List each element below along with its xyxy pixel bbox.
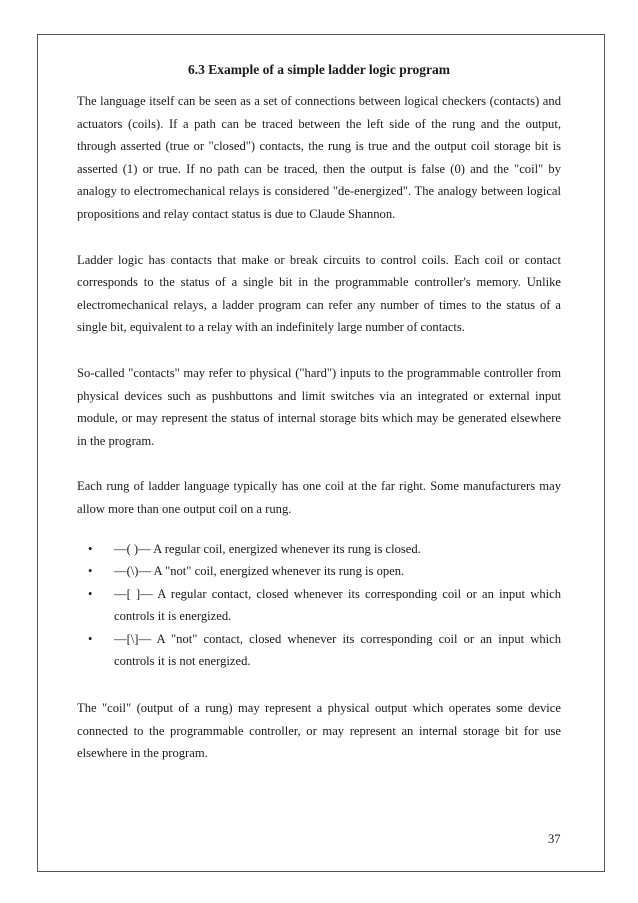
bullet-item [77,628,561,673]
page-number: 37 [548,832,561,846]
paragraph: The language itself can be seen as a set of connections between logical checkers (contacts) and actuators (coils). If a path can be traced between the left side of the rung and the output, through asserted (true or "closed") contacts, the rung is true and the output coil storage bit is asserted (1) or true. If no path can be traced, then the output is false (0) and the "coil" by analogy to electromechanical relays is considered "de-energized". The analogy between logical propositions and relay contact status is due to Claude Shannon. [77,94,561,221]
bullet-text: —[ ]— A regular contact, closed whenever its corresponding coil or an input which controls it is energized. [114,586,561,624]
paragraph: The "coil" (output of a rung) may represent a physical output which operates some device connected to the programmable controller, or may represent an internal storage bit for use elsewhere in the program. [77,701,561,761]
section-title: 6.3 Example of a simple ladder logic program [188,62,450,77]
bullet-list [77,538,561,674]
page-content [77,60,561,788]
bullet-dot-icon: • [88,564,93,579]
bullet-item [77,560,561,583]
bullet-item [77,583,561,628]
bullet-text: —[\]— A "not" contact, closed whenever its corresponding coil or an input which controls it is not energized. [114,631,561,669]
paragraph: So-called "contacts" may refer to physical ("hard") inputs to the programmable controller from physical devices such as pushbuttons and limit switches via an integrated or external input module, or may represent the status of internal storage bits which may be generated elsewhere in the program. [77,365,561,448]
bullet-dot-icon: • [88,541,93,556]
bullet-dot-icon: • [88,586,93,601]
bullet-dot-icon: • [88,631,93,646]
bullet-text: —( )— A regular coil, energized whenever its rung is closed. [114,541,421,556]
paragraph: Each rung of ladder language typically has one coil at the far right. Some manufacturers may allow more than one output coil on a rung. [77,479,561,516]
bullet-item [77,538,561,561]
paragraph: Ladder logic has contacts that make or break circuits to control coils. Each coil or contact corresponds to the status of a single bit in the programmable controller's memory. Unlike electromechanical relays, a ladder program can refer any number of times to the status of a single bit, equivalent to a relay with an indefinitely large number of contacts. [77,252,561,335]
bullet-text: —(\)— A "not" coil, energized whenever its rung is open. [114,564,405,579]
